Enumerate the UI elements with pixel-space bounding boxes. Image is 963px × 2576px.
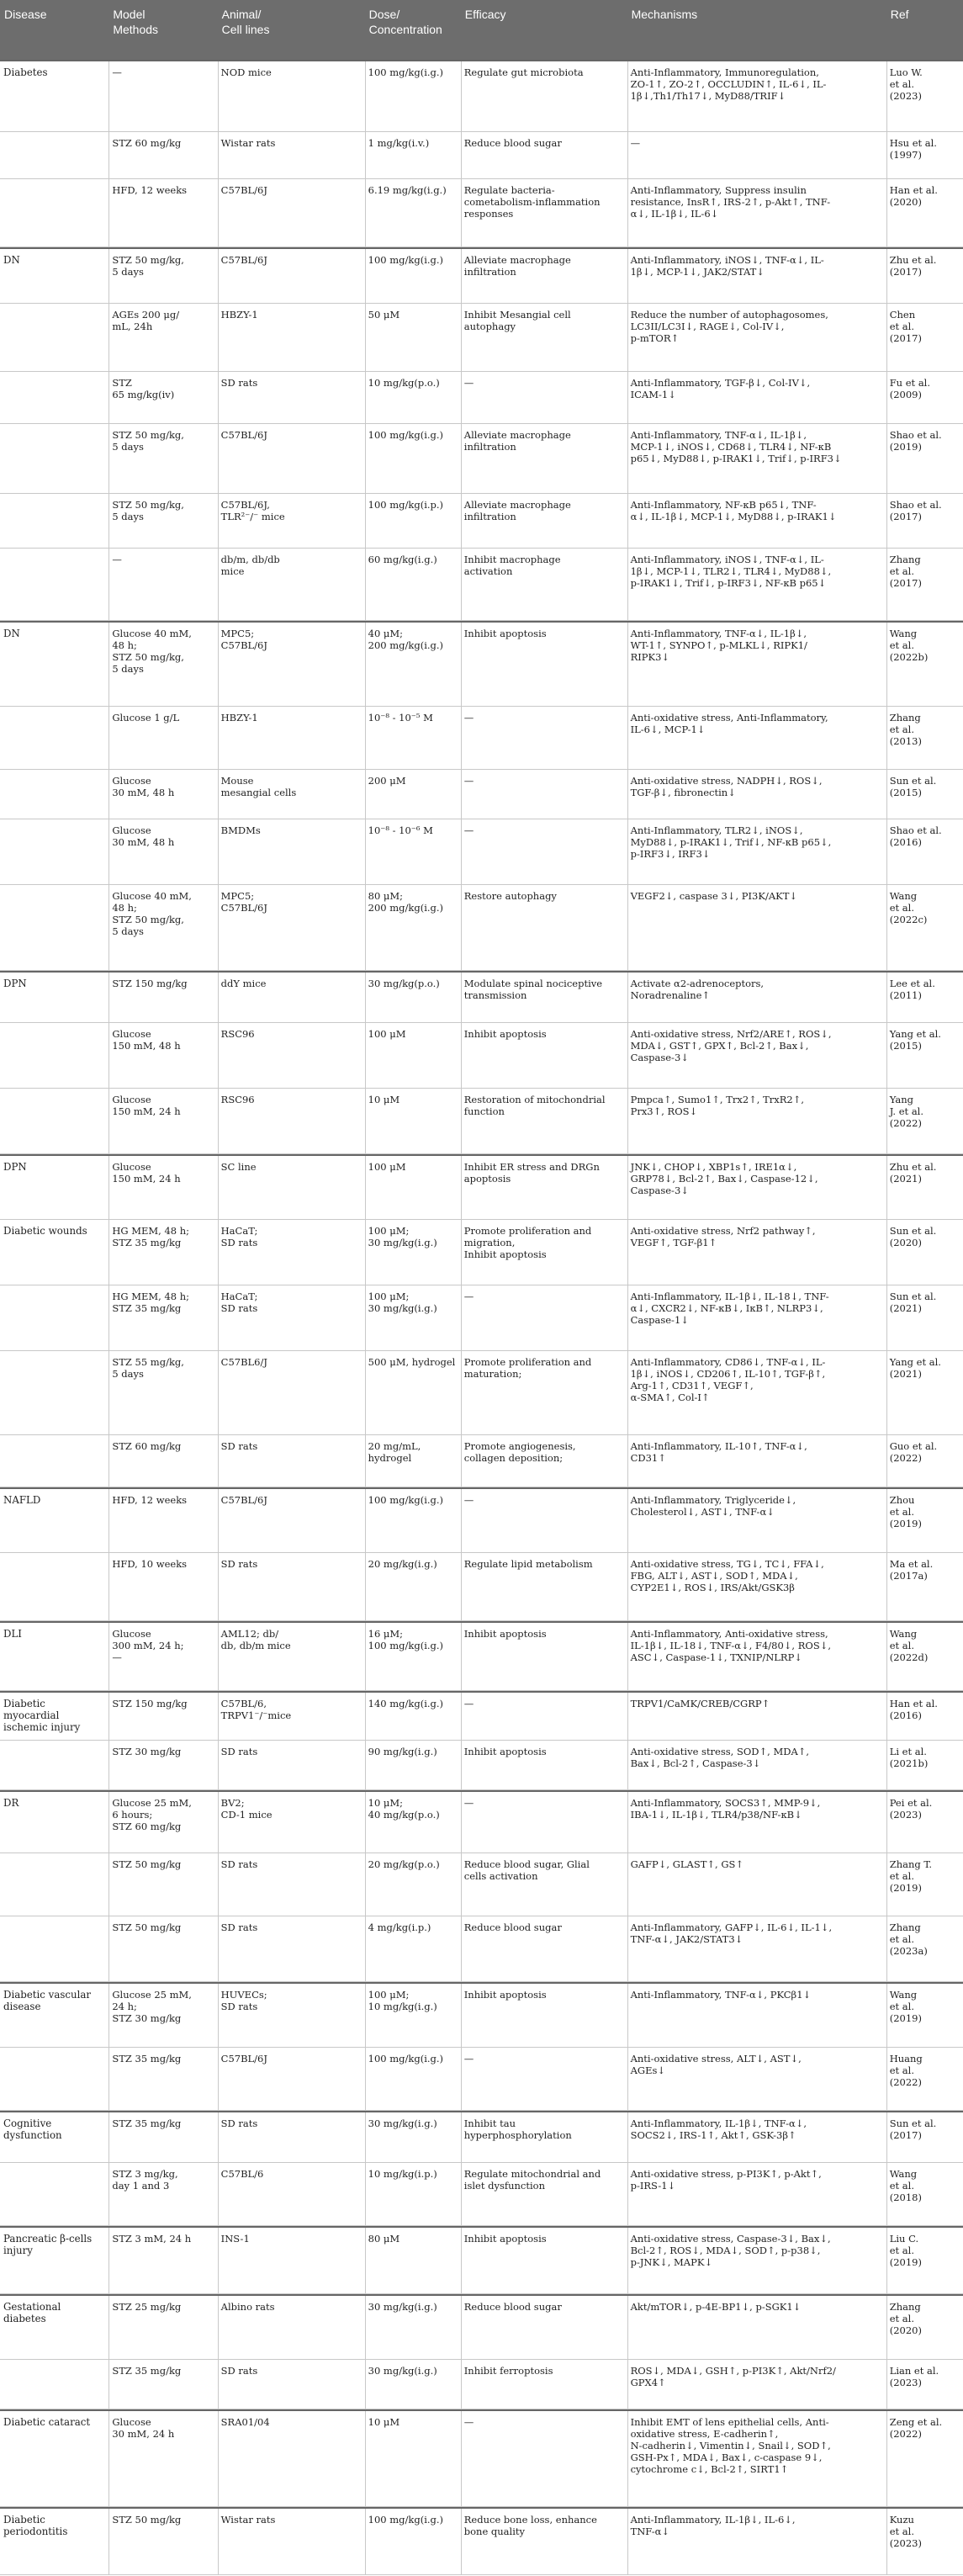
cell-model-methods: STZ 50 mg/kg, 5 days [112,499,184,522]
table-row [0,1741,963,1790]
cell-efficacy: Restore autophagy [463,890,557,902]
cell-mechanisms: Akt/mTOR↓, p-4E-BP1↓, p-SGK1↓ [630,2301,802,2313]
cell-efficacy: Regulate gut microbiota [463,66,584,78]
cell-animal-cell-lines: Mouse mesangial cells [220,775,297,798]
cell-animal-cell-lines: C57BL/6J [220,184,267,196]
cell-efficacy: Regulate lipid metabolism [463,1558,593,1570]
table-row [0,549,963,621]
cell-efficacy: Alleviate macrophage infiltration [463,429,571,453]
header-dose: Dose/ Concentration [368,8,442,36]
cell-efficacy: Regulate mitochondrial and islet dysfunction [463,2168,601,2192]
cell-dose: 1 mg/kg(i.v.) [368,137,430,149]
cell-efficacy: — [463,2416,474,2428]
cell-ref: Shao et al. (2019) [889,429,942,453]
cell-dose: 80 μM [368,2233,400,2245]
cell-disease: Diabetic vascular disease [3,1989,92,2012]
cell-dose: 40 μM; 200 mg/kg(i.g.) [368,628,444,651]
cell-mechanisms: — [630,137,641,149]
table-row [0,2111,963,2163]
cell-ref: Luo W. et al. (2023) [889,66,923,102]
cell-model-methods: Glucose 30 mM, 48 h [112,824,175,848]
cell-dose: 6.19 mg/kg(i.g.) [368,184,447,196]
table-row [0,1621,963,1691]
cell-animal-cell-lines: MPC5; C57BL/6J [220,890,267,914]
cell-model-methods: STZ 50 mg/kg [112,1858,182,1870]
cell-dose: 100 μM [368,1028,406,1040]
cell-model-methods: STZ 55 mg/kg, 5 days [112,1356,184,1380]
cell-disease: DN [3,254,20,266]
table-row [0,1916,963,1982]
cell-mechanisms: TRPV1/CaMK/CREB/CGRP↑ [630,1698,770,1709]
cell-animal-cell-lines: SD rats [220,1558,258,1570]
cell-efficacy: Alleviate macrophage infiltration [463,254,571,278]
cell-model-methods: HG MEM, 48 h; STZ 35 mg/kg [112,1291,190,1314]
cell-dose: 100 mg/kg(i.g.) [368,1494,444,1506]
cell-model-methods: Glucose 40 mM, 48 h; STZ 50 mg/kg, 5 days [112,628,192,675]
cell-ref: Wang et al. (2019) [889,1989,922,2024]
cell-efficacy: Inhibit ER stress and DRGn apoptosis [463,1161,600,1185]
cell-dose: 10 mg/kg(p.o.) [368,377,440,389]
cell-mechanisms: Pmpca↑, Sumo1↑, Trx2↑, TrxR2↑, Prx3↑, ROS↓ [630,1094,805,1117]
cell-disease: Pancreatic β-cells injury [3,2233,93,2256]
cell-animal-cell-lines: AML12; db/ db, db/m mice [220,1628,291,1651]
table-row [0,971,963,1023]
cell-ref: Zhang et al. (2020) [889,2301,922,2336]
table-row [0,1435,963,1487]
cell-model-methods: Glucose 150 mM, 24 h [112,1161,181,1185]
cell-dose: 10⁻⁸ - 10⁻⁶ M [368,824,433,836]
cell-efficacy: — [463,2053,474,2065]
cell-model-methods: STZ 3 mg/kg, day 1 and 3 [112,2168,178,2192]
cell-efficacy: — [463,1291,474,1302]
cell-mechanisms: Anti-Inflammatory, TGF-β↓, Col-IV↓, ICAM-1↓ [630,377,811,400]
cell-efficacy: Reduce blood sugar [463,2301,562,2313]
cell-efficacy: Inhibit apoptosis [463,628,547,639]
cell-model-methods: STZ 50 mg/kg, 5 days [112,254,184,278]
cell-disease: DLI [3,1628,22,1640]
cell-ref: Han et al. (2016) [889,1698,938,1721]
cell-model-methods: STZ 60 mg/kg [112,1440,182,1452]
table-row [0,424,963,494]
cell-mechanisms: Anti-oxidative stress, Nrf2 pathway↑, VEGF↑, TGF-β1↑ [630,1225,816,1248]
cell-dose: 90 mg/kg(i.g.) [368,1746,437,1757]
cell-model-methods: STZ 3 mM, 24 h [112,2233,192,2245]
cell-model-methods: STZ 150 mg/kg [112,1698,188,1709]
table-row [0,179,963,247]
cell-animal-cell-lines: BMDMs [220,824,261,836]
cell-dose: 16 μM; 100 mg/kg(i.g.) [368,1628,444,1651]
cell-model-methods: Glucose 300 mM, 24 h; — [112,1628,184,1663]
cell-dose: 30 mg/kg(i.g.) [368,2118,437,2129]
cell-mechanisms: GAFP↓, GLAST↑, GS↑ [630,1858,744,1870]
cell-animal-cell-lines: RSC96 [220,1094,255,1105]
table-row [0,247,963,304]
cell-mechanisms: Anti-Inflammatory, IL-1β↓, IL-18↓, TNF- α↓, CXCR2↓, NF-κB↓, IκB↑, NLRP3↓, Caspase-1↓ [630,1291,829,1326]
cell-animal-cell-lines: db/m, db/db mice [220,554,280,577]
table-row [0,1691,963,1741]
cell-animal-cell-lines: HBZY-1 [220,309,258,321]
cell-model-methods: STZ 65 mg/kg(iv) [112,377,175,400]
cell-efficacy: Alleviate macrophage infiltration [463,499,571,522]
header-model-methods: Model Methods [113,8,159,36]
cell-ref: Wang et al. (2018) [889,2168,922,2203]
cell-mechanisms: Anti-Inflammatory, Suppress insulin resistance, InsR↑, IRS-2↑, p-Akt↑, TNF- α↓, IL-1β↓, IL-6↓ [630,184,831,220]
cell-efficacy: Promote proliferation and migration, Inhibit apoptosis [463,1225,592,1260]
cell-animal-cell-lines: C57BL/6J [220,1494,267,1506]
cell-animal-cell-lines: SRA01/04 [220,2416,270,2428]
cell-mechanisms: ROS↓, MDA↓, GSH↑, p-PI3K↑, Akt/Nrf2/ GPX4↑ [630,2365,836,2388]
cell-mechanisms: Anti-oxidative stress, p-PI3K↑, p-Akt↑, p-IRS-1↓ [630,2168,822,2192]
cell-dose: 10 μM [368,2416,400,2428]
table-row [0,304,963,372]
cell-dose: 100 mg/kg(i.g.) [368,2514,444,2526]
cell-mechanisms: Anti-Inflammatory, IL-10↑, TNF-α↓, CD31↑ [630,1440,807,1464]
cell-ref: Shao et al. (2017) [889,499,942,522]
cell-model-methods: STZ 30 mg/kg [112,1746,182,1757]
table-row [0,885,963,971]
cell-ref: Lian et al. (2023) [889,2365,939,2388]
cell-ref: Zeng et al. (2022) [889,2416,943,2440]
cell-mechanisms: Anti-Inflammatory, SOCS3↑, MMP-9↓, IBA-1↓, IL-1β↓, TLR4/p38/NF-κB↓ [630,1797,821,1821]
cell-ref: Wang et al. (2022c) [889,890,928,925]
cell-efficacy: Reduce blood sugar [463,137,562,149]
cell-efficacy: — [463,824,474,836]
table-row [0,819,963,885]
cell-ref: Sun et al. (2015) [889,775,937,798]
table-header [0,0,963,60]
cell-mechanisms: VEGF2↓, caspase 3↓, PI3K/AKT↓ [630,890,798,902]
table-row [0,1351,963,1435]
cell-animal-cell-lines: SD rats [220,1921,258,1933]
table-row [0,132,963,179]
cell-ref: Huang et al. (2022) [889,2053,923,2088]
cell-mechanisms: Anti-Inflammatory, TNF-α↓, IL-1β↓, WT-1↑, SYNPO↑, p-MLKL↓, RIPK1/ RIPK3↓ [630,628,807,663]
cell-ref: Ma et al. (2017a) [889,1558,934,1582]
table-row [0,1853,963,1916]
cell-model-methods: STZ 150 mg/kg [112,978,188,989]
cell-dose: 100 mg/kg(i.g.) [368,254,444,266]
cell-mechanisms: Anti-Inflammatory, TNF-α↓, PKCβ1↓ [630,1989,812,2001]
cell-ref: Li et al. (2021b) [889,1746,929,1769]
cell-dose: 60 mg/kg(i.g.) [368,554,437,565]
cell-disease: Diabetic myocardial ischemic injury [3,1698,81,1733]
cell-disease: Diabetic wounds [3,1225,87,1237]
cell-animal-cell-lines: MPC5; C57BL/6J [220,628,267,651]
cell-ref: Pei et al. (2023) [889,1797,933,1821]
cell-mechanisms: Anti-oxidative stress, ALT↓, AST↓, AGEs↓ [630,2053,802,2076]
table-row [0,60,963,132]
cell-model-methods: Glucose 25 mM, 24 h; STZ 30 mg/kg [112,1989,192,2024]
header-efficacy: Efficacy [464,8,506,21]
table-row [0,2360,963,2409]
cell-efficacy: Reduce bone loss, enhance bone quality [463,2514,597,2537]
cell-mechanisms: Anti-Inflammatory, TLR2↓, iNOS↓, MyD88↓, p-IRAK1↓, Trif↓, NF-κB p65↓, p-IRF3↓, IRF3↓ [630,824,832,860]
cell-mechanisms: JNK↓, CHOP↓, XBP1s↑, IRE1α↓, GRP78↓, Bcl-2↑, Bax↓, Caspase-12↓, Caspase-3↓ [630,1161,818,1196]
cell-model-methods: — [112,554,122,565]
cell-dose: 30 mg/kg(i.g.) [368,2301,437,2313]
cell-disease: NAFLD [3,1494,41,1506]
cell-mechanisms: Anti-oxidative stress, SOD↑, MDA↑, Bax↓, Bcl-2↑, Caspase-3↓ [630,1746,810,1769]
cell-dose: 100 mg/kg(i.g.) [368,429,444,441]
cell-mechanisms: Reduce the number of autophagosomes, LC3II/LC3I↓, RAGE↓, Col-IV↓, p-mTOR↑ [630,309,828,344]
cell-efficacy: Inhibit ferroptosis [463,2365,553,2377]
cell-dose: 10 μM; 40 mg/kg(p.o.) [368,1797,440,1821]
table-row [0,1553,963,1621]
cell-ref: Yang et al. (2021) [889,1356,941,1380]
cell-ref: Sun et al. (2021) [889,1291,937,1314]
cell-animal-cell-lines: C57BL/6 [220,2168,264,2180]
cell-efficacy: Inhibit macrophage activation [463,554,561,577]
cell-disease: Cognitive dysfunction [3,2118,62,2141]
cell-animal-cell-lines: C57BL/6J [220,254,267,266]
cell-model-methods: STZ 50 mg/kg, 5 days [112,429,184,453]
header-ref: Ref [890,8,909,21]
cell-animal-cell-lines: SD rats [220,1440,258,1452]
table-row [0,494,963,549]
cell-dose: 140 mg/kg(i.g.) [368,1698,444,1709]
cell-efficacy: Restoration of mitochondrial function [463,1094,606,1117]
cell-dose: 100 mg/kg(i.g.) [368,66,444,78]
cell-efficacy: — [463,712,474,724]
cell-efficacy: Inhibit apoptosis [463,1746,547,1757]
cell-mechanisms: Anti-oxidative stress, Anti-Inflammatory, IL-6↓, MCP-1↓ [630,712,828,735]
cell-ref: Yang J. et al. (2022) [889,1094,924,1129]
cell-ref: Zhang et al. (2023a) [889,1921,928,1957]
cell-model-methods: Glucose 40 mM, 48 h; STZ 50 mg/kg, 5 days [112,890,192,937]
cell-animal-cell-lines: BV2; CD-1 mice [220,1797,272,1821]
table-row [0,2409,963,2507]
table-row [0,1154,963,1220]
cell-dose: 100 mg/kg(i.p.) [368,499,444,511]
cell-ref: Wang et al. (2022d) [889,1628,929,1663]
table-row [0,707,963,770]
cell-disease: Diabetic periodontitis [3,2514,68,2537]
cell-ref: Han et al. (2020) [889,184,938,208]
cell-animal-cell-lines: C57BL/6J [220,2053,267,2065]
cell-efficacy: Inhibit tau hyperphosphorylation [463,2118,572,2141]
cell-animal-cell-lines: HUVECs; SD rats [220,1989,267,2012]
cell-efficacy: Inhibit apoptosis [463,1989,547,2001]
cell-dose: 4 mg/kg(i.p.) [368,1921,431,1933]
cell-ref: Sun et al. (2017) [889,2118,937,2141]
cell-efficacy: — [463,1797,474,1809]
table-row [0,1790,963,1853]
cell-model-methods: STZ 50 mg/kg [112,2514,182,2526]
cell-efficacy: Inhibit apoptosis [463,1628,547,1640]
cell-dose: 30 mg/kg(p.o.) [368,978,440,989]
cell-ref: Shao et al. (2016) [889,824,942,848]
cell-mechanisms: Anti-Inflammatory, IL-1β↓, IL-6↓, TNF-α↓ [630,2514,796,2537]
cell-animal-cell-lines: Wistar rats [220,2514,276,2526]
cell-animal-cell-lines: HBZY-1 [220,712,258,724]
cell-efficacy: — [463,775,474,787]
cell-animal-cell-lines: SD rats [220,1746,258,1757]
cell-ref: Sun et al. (2020) [889,1225,937,1248]
cell-model-methods: STZ 35 mg/kg [112,2365,182,2377]
cell-model-methods: HG MEM, 48 h; STZ 35 mg/kg [112,1225,190,1248]
cell-model-methods: STZ 60 mg/kg [112,137,182,149]
cell-dose: 100 μM; 30 mg/kg(i.g.) [368,1225,437,1248]
cell-ref: Hsu et al. (1997) [889,137,937,161]
cell-disease: Diabetes [3,66,48,78]
cell-ref: Zhang et al. (2013) [889,712,922,747]
cell-disease: DPN [3,1161,27,1173]
cell-model-methods: AGEs 200 μg/ mL, 24h [112,309,180,332]
cell-ref: Zhang et al. (2017) [889,554,922,589]
table-row [0,2294,963,2360]
cell-efficacy: Reduce blood sugar, Glial cells activation [463,1858,590,1882]
cell-dose: 100 μM; 10 mg/kg(i.g.) [368,1989,437,2012]
cell-model-methods: HFD, 12 weeks [112,184,188,196]
cell-animal-cell-lines: SC line [220,1161,257,1173]
cell-model-methods: HFD, 10 weeks [112,1558,188,1570]
cell-mechanisms: Anti-Inflammatory, IL-1β↓, TNF-α↓, SOCS2↓, IRS-1↑, Akt↑, GSK-3β↑ [630,2118,807,2141]
cell-animal-cell-lines: C57BL6/J [220,1356,267,1368]
cell-dose: 100 μM; 30 mg/kg(i.g.) [368,1291,437,1314]
cell-efficacy: — [463,1698,474,1709]
cell-model-methods: Glucose 30 mM, 24 h [112,2416,175,2440]
cell-dose: 200 μM [368,775,406,787]
cell-disease: Diabetic cataract [3,2416,91,2428]
cell-efficacy: Inhibit apoptosis [463,1028,547,1040]
cell-efficacy: Reduce blood sugar [463,1921,562,1933]
cell-efficacy: Promote proliferation and maturation; [463,1356,592,1380]
cell-animal-cell-lines: SD rats [220,2118,258,2129]
cell-ref: Zhou et al. (2019) [889,1494,922,1529]
cell-disease: DN [3,628,20,639]
cell-animal-cell-lines: SD rats [220,1858,258,1870]
cell-animal-cell-lines: C57BL/6J, TLR²⁻/⁻ mice [220,499,285,522]
table-body [0,60,963,2575]
cell-ref: Kuzu et al. (2023) [889,2514,922,2549]
cell-animal-cell-lines: SD rats [220,2365,258,2377]
cell-mechanisms: Anti-Inflammatory, TNF-α↓, IL-1β↓, MCP-1↓, iNOS↓, CD68↓, TLR4↓, NF-κB p65↓, MyD88↓, p-IRAK1↓, Trif↓, p-IRF3↓ [630,429,842,464]
cell-model-methods: Glucose 150 mM, 48 h [112,1028,181,1052]
cell-dose: 500 μM, hydrogel [368,1356,456,1368]
cell-mechanisms: Anti-Inflammatory, Anti-oxidative stress, IL-1β↓, IL-18↓, TNF-α↓, F4/80↓, ROS↓, ASC↓, Caspase-1↓, TXNIP/NLRP↓ [630,1628,832,1663]
cell-mechanisms: Anti-oxidative stress, Caspase-3↓, Bax↓, Bcl-2↑, ROS↓, MDA↓, SOD↑, p-p38↓, p-JNK↓, MAPK↓ [630,2233,831,2268]
header-mechanisms: Mechanisms [631,8,698,21]
cell-animal-cell-lines: HaCaT; SD rats [220,1225,258,1248]
cell-animal-cell-lines: RSC96 [220,1028,255,1040]
cell-dose: 20 mg/mL, hydrogel [368,1440,421,1464]
cell-animal-cell-lines: Wistar rats [220,137,276,149]
cell-dose: 100 μM [368,1161,406,1173]
cell-dose: 10⁻⁸ - 10⁻⁵ M [368,712,433,724]
cell-ref: Zhu et al. (2021) [889,1161,937,1185]
cell-model-methods: Glucose 30 mM, 48 h [112,775,175,798]
cell-ref: Liu C. et al. (2019) [889,2233,922,2268]
table-row [0,1982,963,2048]
cell-mechanisms: Anti-oxidative stress, NADPH↓, ROS↓, TGF-β↓, fibronectin↓ [630,775,823,798]
cell-model-methods: STZ 35 mg/kg [112,2053,182,2065]
cell-ref: Wang et al. (2022b) [889,628,929,663]
cell-animal-cell-lines: C57BL/6, TRPV1⁻/⁻mice [220,1698,292,1721]
cell-ref: Fu et al. (2009) [889,377,931,400]
cell-ref: Guo et al. (2022) [889,1440,938,1464]
cell-model-methods: Glucose 25 mM, 6 hours; STZ 60 mg/kg [112,1797,192,1832]
cell-disease: DR [3,1797,19,1809]
cell-animal-cell-lines: Albino rats [220,2301,275,2313]
cell-mechanisms: Anti-oxidative stress, TG↓, TC↓, FFA↓, FBG, ALT↓, AST↓, SOD↑, MDA↓, CYP2E1↓, ROS↓, IRS/Akt/GSK3β [630,1558,824,1593]
cell-efficacy: Modulate spinal nociceptive transmission [463,978,603,1001]
cell-mechanisms: Anti-oxidative stress, Nrf2/ARE↑, ROS↓, MDA↓, GST↑, GPX↑, Bcl-2↑, Bax↓, Caspase-3↓ [630,1028,832,1063]
table-row [0,2048,963,2111]
cell-efficacy: — [463,1494,474,1506]
cell-ref: Zhu et al. (2017) [889,254,937,278]
cell-animal-cell-lines: ddY mice [220,978,267,989]
cell-dose: 100 mg/kg(i.g.) [368,2053,444,2065]
cell-ref: Chen et al. (2017) [889,309,922,344]
cell-mechanisms: Anti-Inflammatory, Triglyceride↓, Cholesterol↓, AST↓, TNF-α↓ [630,1494,796,1518]
cell-efficacy: Inhibit apoptosis [463,2233,547,2245]
cell-dose: 10 mg/kg(i.p.) [368,2168,437,2180]
cell-disease: Gestational diabetes [3,2301,61,2324]
cell-mechanisms: Anti-Inflammatory, NF-κB p65↓, TNF- α↓, IL-1β↓, MCP-1↓, MyD88↓, p-IRAK1↓ [630,499,837,522]
table-row [0,621,963,707]
cell-model-methods: Glucose 1 g/L [112,712,180,724]
table-row [0,770,963,819]
header-animal-cell-lines: Animal/ Cell lines [221,8,270,36]
cell-animal-cell-lines: NOD mice [220,66,272,78]
cell-animal-cell-lines: C57BL/6J [220,429,267,441]
cell-dose: 50 μM [368,309,400,321]
cell-model-methods: Glucose 150 mM, 24 h [112,1094,181,1117]
cell-model-methods: HFD, 12 weeks [112,1494,188,1506]
cell-ref: Lee et al. (2011) [889,978,935,1001]
cell-mechanisms: Anti-Inflammatory, iNOS↓, TNF-α↓, IL- 1β↓, MCP-1↓, JAK2/STAT↓ [630,254,824,278]
cell-mechanisms: Anti-Inflammatory, CD86↓, TNF-α↓, IL- 1β↓, iNOS↓, CD206↑, IL-10↑, TGF-β↑, Arg-1↑, CD31↑, VEGF↑, α-SMA↑, Col-I↑ [630,1356,826,1403]
header-disease: Disease [4,8,47,21]
table-row [0,2507,963,2575]
cell-efficacy: Inhibit Mesangial cell autophagy [463,309,571,332]
table-row [0,372,963,424]
cell-efficacy: Regulate bacteria- cometabolism-inflammation responses [463,184,601,220]
cell-animal-cell-lines: SD rats [220,377,258,389]
cell-model-methods: STZ 25 mg/kg [112,2301,182,2313]
cell-efficacy: Promote angiogenesis, collagen deposition; [463,1440,576,1464]
cell-ref: Yang et al. (2015) [889,1028,941,1052]
cell-dose: 20 mg/kg(p.o.) [368,1858,440,1870]
cell-dose: 20 mg/kg(i.g.) [368,1558,437,1570]
table-row [0,1487,963,1553]
table-row [0,1089,963,1154]
cell-animal-cell-lines: INS-1 [220,2233,250,2245]
cell-dose: 80 μM; 200 mg/kg(i.g.) [368,890,444,914]
cell-mechanisms: Anti-Inflammatory, Immunoregulation, ZO-1↑, ZO-2↑, OCCLUDIN↑, IL-6↓, IL- 1β↓,Th1/Th17↓, MyD88/TRIF↓ [630,66,827,102]
table-row [0,1023,963,1089]
cell-model-methods: STZ 35 mg/kg [112,2118,182,2129]
table-row [0,2163,963,2226]
cell-mechanisms: Inhibit EMT of lens epithelial cells, Anti- oxidative stress, E-cadherin↑, N-cadherin↓, Vimentin↓, Snail↓, SOD↑, GSH-Px↑, MDA↓, Bax↓, c-caspase 9↓, cytochrome c↓, Bcl-2↑, SIRT1↑ [630,2416,831,2475]
cell-disease: DPN [3,978,27,989]
table-row [0,1285,963,1351]
cell-dose: 30 mg/kg(i.g.) [368,2365,437,2377]
table-row [0,2226,963,2294]
cell-animal-cell-lines: HaCaT; SD rats [220,1291,258,1314]
cell-mechanisms: Anti-Inflammatory, iNOS↓, TNF-α↓, IL- 1β↓, MCP-1↓, TLR2↓, TLR4↓, MyD88↓, p-IRAK1↓, Trif↓, p-IRF3↓, NF-κB p65↓ [630,554,832,589]
cell-dose: 10 μM [368,1094,400,1105]
cell-mechanisms: Activate α2-adrenoceptors, Noradrenaline↑ [630,978,765,1001]
table-row [0,1220,963,1285]
cell-ref: Zhang T. et al. (2019) [889,1858,933,1894]
cell-efficacy: — [463,377,474,389]
cell-mechanisms: Anti-Inflammatory, GAFP↓, IL-6↓, IL-1↓, TNF-α↓, JAK2/STAT3↓ [630,1921,833,1945]
cell-model-methods: — [112,66,122,78]
cell-model-methods: STZ 50 mg/kg [112,1921,182,1933]
